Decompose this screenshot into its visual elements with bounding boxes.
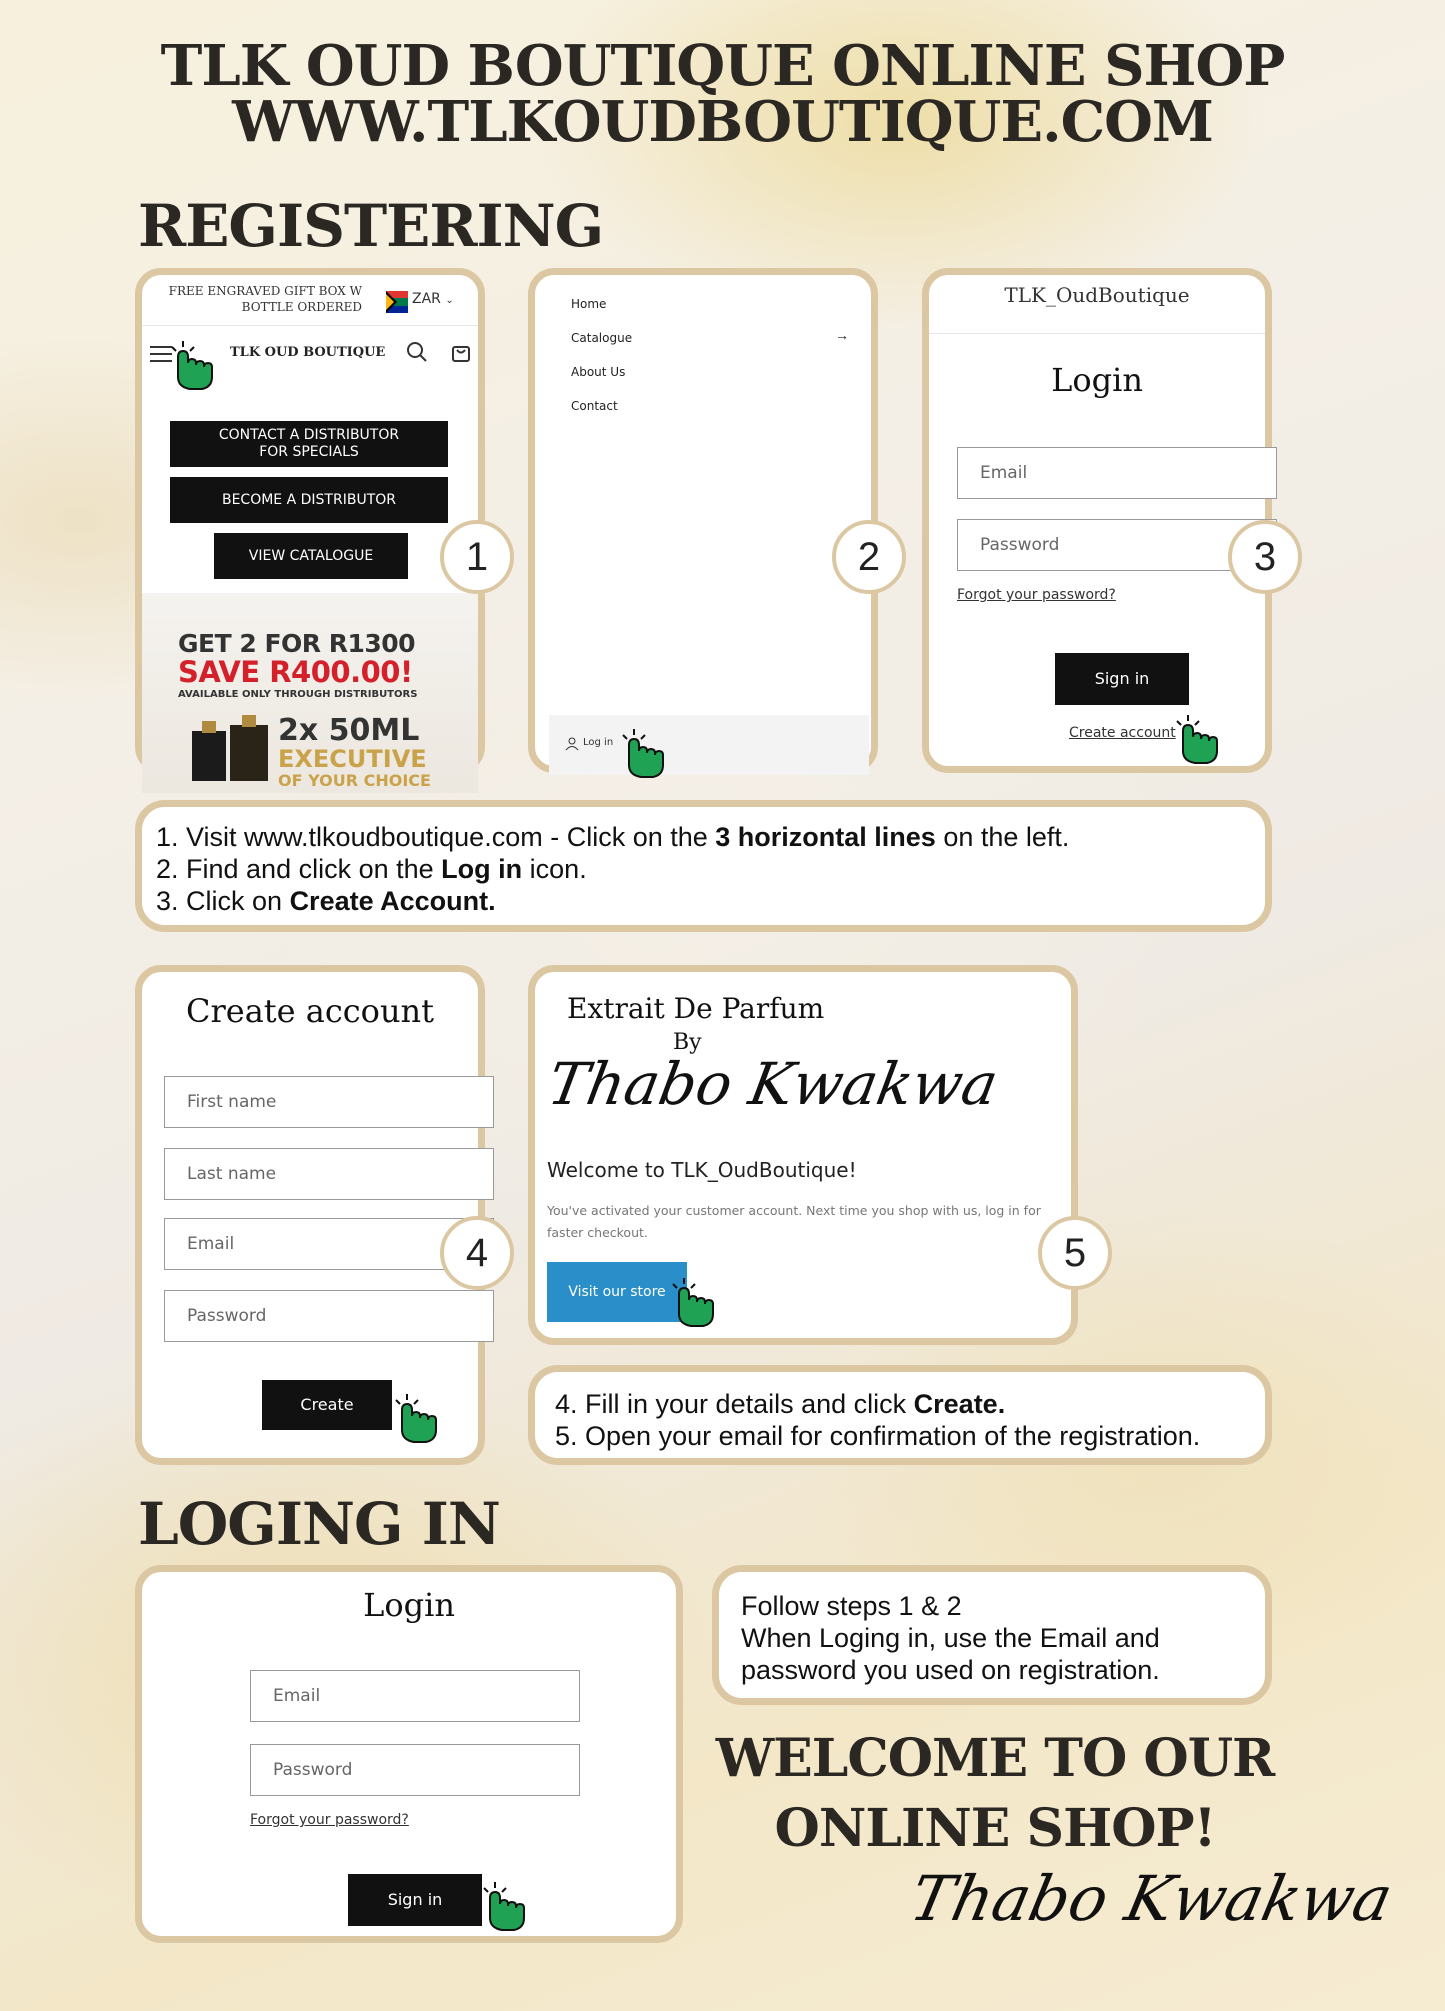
visit-store-button[interactable]: Visit our store [547,1262,687,1322]
promo-line-4: 2x 50ML [278,713,420,748]
welcome-email-screen [528,965,1078,1345]
password-field[interactable]: Password [164,1290,494,1342]
cart-icon[interactable] [450,341,472,368]
instruction-line-1: 1. Visit www.tlkoudboutique.com - Click on the 3 horizontal lines on the left. [156,822,1070,852]
login-instruction-1: Follow steps 1 & 2 [741,1591,962,1621]
last-name-field[interactable]: Last name [164,1148,494,1200]
currency-selector[interactable] [412,291,454,307]
pointer-hand-icon [1169,711,1225,767]
divider [142,325,478,326]
perfume-bottles [184,711,274,781]
instructions-complete [528,1365,1272,1465]
section-heading-registering: REGISTERING [138,192,604,260]
instructions-register [135,800,1272,932]
search-icon[interactable] [406,341,428,368]
signature-logo: Thabo Kwakwa [543,1050,1004,1118]
step-badge-4: 4 [440,1216,514,1290]
create-button[interactable]: Create [262,1380,392,1430]
login-title: Login [1051,361,1143,399]
step-badge-1: 1 [440,520,514,594]
header-url: WWW.TLKOUDBOUTIQUE.COM [232,89,1213,155]
email-field[interactable]: Email [164,1218,494,1270]
view-catalogue-button[interactable]: VIEW CATALOGUE [214,533,408,579]
step-badge-3: 3 [1228,520,1302,594]
promo-line-1: GET 2 FOR R1300 [178,629,416,658]
promo-banner[interactable] [142,593,478,793]
pointer-hand-icon [615,725,671,781]
promo-line-6: OF YOUR CHOICE [278,771,431,790]
welcome-heading: Welcome to TLK_OudBoutique! [547,1158,857,1182]
welcome-line-2: ONLINE SHOP! [774,1798,1216,1859]
promo-line-2: SAVE R400.00! [178,655,413,689]
email-field[interactable]: Email [957,447,1277,499]
instruction-line-5: 5. Open your email for confirmation of the registration. [555,1421,1201,1451]
create-account-screen [135,965,485,1465]
instructions-login [712,1565,1272,1705]
banner-line-2: BOTTLE ORDERED [241,300,362,314]
phone-screen-home [135,268,485,790]
contact-distributor-button[interactable]: CONTACT A DISTRIBUTOR FOR SPECIALS [170,421,448,467]
password-field[interactable]: Password [957,519,1277,571]
step-badge-5: 5 [1038,1216,1112,1290]
password-field[interactable]: Password [250,1744,580,1796]
phone-screen-menu [528,268,878,773]
sign-in-button[interactable]: Sign in [1055,653,1189,705]
login-instruction-2: When Loging in, use the Email and [741,1623,1160,1653]
welcome-body: You've activated your customer account. Next time you shop with us, log in for faster checkout. [547,1203,1041,1240]
menu-item-contact[interactable]: Contact [571,399,618,413]
email-heading-line-1: Extrait De Parfum [567,992,825,1025]
create-account-link[interactable]: Create account [1069,725,1176,741]
signature: Thabo Kwakwa [904,1862,1399,1935]
email-field[interactable]: Email [250,1670,580,1722]
pointer-hand-icon [388,1390,444,1446]
instruction-line-3: 3. Click on Create Account. [156,886,496,916]
user-icon[interactable] [565,737,579,756]
menu-item-about[interactable]: About Us [571,365,626,379]
banner-line-1: FREE ENGRAVED GIFT BOX W [168,284,362,298]
divider [929,333,1265,334]
menu-item-home[interactable]: Home [571,297,607,311]
forgot-password-link[interactable]: Forgot your password? [957,587,1116,603]
sign-in-button[interactable]: Sign in [348,1874,482,1926]
menu-item-catalogue[interactable]: Catalogue [571,331,633,345]
promo-line-3: AVAILABLE ONLY THROUGH DISTRIBUTORS [178,689,418,700]
log-in-link[interactable]: Log in [583,737,614,748]
flag-icon [386,291,408,313]
currency-label: ZAR [412,291,441,307]
phone-screen-login [922,268,1272,773]
email-heading-line-2: By [673,1030,702,1055]
instruction-line-4: 4. Fill in your details and click Create. [555,1389,1006,1419]
top-banner [162,283,362,315]
brand-name[interactable]: TLK OUD BOUTIQUE [230,345,386,360]
pointer-hand-icon [476,1878,532,1934]
login-title: Login [363,1586,455,1624]
become-distributor-button[interactable]: BECOME A DISTRIBUTOR [170,477,448,523]
promo-line-5: EXECUTIVE [278,745,427,773]
arrow-right-icon[interactable]: → [835,327,849,343]
login-instruction-3: password you used on registration. [741,1655,1160,1685]
pointer-hand-icon [665,1274,721,1330]
pointer-hand-icon [164,337,220,393]
forgot-password-link[interactable]: Forgot your password? [250,1812,409,1828]
instruction-line-2: 2. Find and click on the Log in icon. [156,854,587,884]
store-brand: TLK_OudBoutique [1004,283,1190,307]
welcome-line-1: WELCOME TO OUR [715,1728,1275,1789]
first-name-field[interactable]: First name [164,1076,494,1128]
step-badge-2: 2 [832,520,906,594]
login-screen [135,1565,683,1943]
create-account-title: Create account [185,992,435,1030]
chevron-down-icon: ⌄ [445,295,454,306]
header-title: TLK OUD BOUTIQUE ONLINE SHOP [160,33,1285,99]
section-heading-login: LOGING IN [138,1490,500,1558]
